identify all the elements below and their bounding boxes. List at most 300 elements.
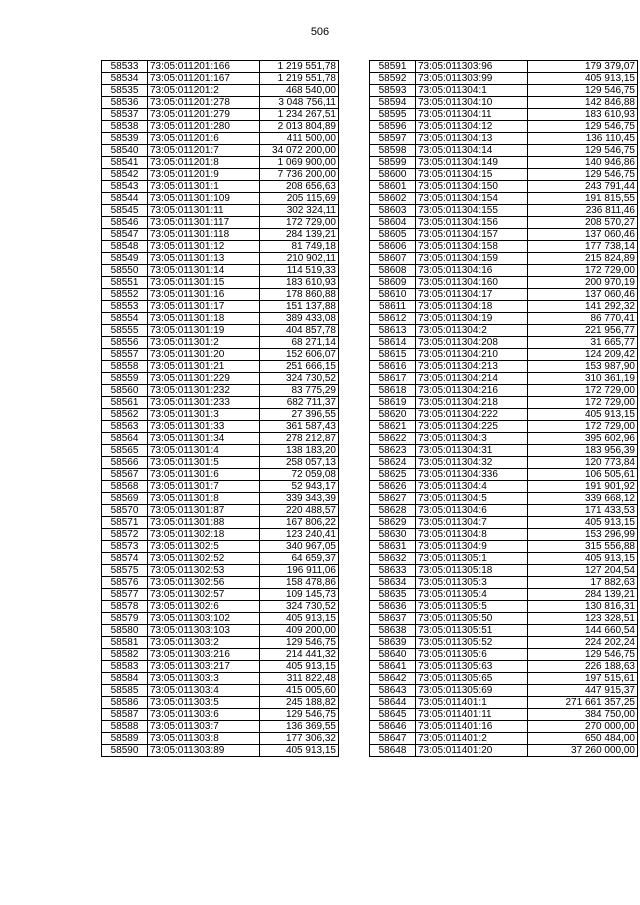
table-row — [370, 325, 638, 337]
cadastral-number: 73:05:011301:3 — [148, 409, 260, 421]
cadastral-value: 339 668,12 — [528, 493, 638, 505]
table-row — [102, 373, 339, 385]
cadastral-number: 73:05:011303:217 — [148, 661, 260, 673]
table-row — [370, 673, 638, 685]
cadastral-value: 106 505,61 — [528, 469, 638, 481]
row-number: 58577 — [102, 589, 148, 601]
cadastral-number: 73:05:011304:11 — [416, 109, 528, 121]
table-row — [370, 373, 638, 385]
row-number: 58595 — [370, 109, 416, 121]
cadastral-number: 73:05:011304:13 — [416, 133, 528, 145]
cadastral-number: 73:05:011304:149 — [416, 157, 528, 169]
row-number: 58536 — [102, 97, 148, 109]
cadastral-number: 73:05:011201:2 — [148, 85, 260, 97]
cadastral-value: 405 913,15 — [528, 73, 638, 85]
cadastral-value: 284 139,21 — [528, 589, 638, 601]
table-row — [370, 169, 638, 181]
row-number: 58616 — [370, 361, 416, 373]
table-row — [370, 565, 638, 577]
cadastral-value: 124 209,42 — [528, 349, 638, 361]
cadastral-number: 73:05:011301:16 — [148, 289, 260, 301]
row-number: 58589 — [102, 733, 148, 745]
table-row — [102, 649, 339, 661]
table-row — [370, 709, 638, 721]
table-row — [102, 181, 339, 193]
cadastral-value: 140 946,86 — [528, 157, 638, 169]
table-row — [370, 613, 638, 625]
row-number: 58561 — [102, 397, 148, 409]
row-number: 58544 — [102, 193, 148, 205]
row-number: 58549 — [102, 253, 148, 265]
cadastral-value: 136 110,45 — [528, 133, 638, 145]
cadastral-value: 137 060,46 — [528, 289, 638, 301]
table-row — [370, 133, 638, 145]
table-row — [370, 97, 638, 109]
cadastral-value: 215 824,89 — [528, 253, 638, 265]
table-row — [370, 61, 638, 73]
cadastral-number: 73:05:011304:155 — [416, 205, 528, 217]
cadastral-value: 302 324,11 — [260, 205, 339, 217]
table-row — [102, 109, 339, 121]
table-row — [102, 601, 339, 613]
cadastral-value: 136 369,55 — [260, 721, 339, 733]
cadastral-number: 73:05:011305:69 — [416, 685, 528, 697]
cadastral-number: 73:05:011301:13 — [148, 253, 260, 265]
table-row — [102, 85, 339, 97]
cadastral-value: 384 750,00 — [528, 709, 638, 721]
cadastral-value: 179 379,07 — [528, 61, 638, 73]
cadastral-number: 73:05:011302:52 — [148, 553, 260, 565]
cadastral-value: 340 967,05 — [260, 541, 339, 553]
row-number: 58598 — [370, 145, 416, 157]
table-row — [102, 589, 339, 601]
cadastral-value: 197 515,61 — [528, 673, 638, 685]
table-row — [370, 493, 638, 505]
table-row — [370, 145, 638, 157]
cadastral-value: 447 915,37 — [528, 685, 638, 697]
cadastral-number: 73:05:011304:159 — [416, 253, 528, 265]
cadastral-value: 129 546,75 — [528, 649, 638, 661]
cadastral-number: 73:05:011304:154 — [416, 193, 528, 205]
table-row — [102, 361, 339, 373]
cadastral-value: 208 570,27 — [528, 217, 638, 229]
table-row — [102, 517, 339, 529]
table-row — [370, 661, 638, 673]
cadastral-value: 258 057,13 — [260, 457, 339, 469]
table-row — [370, 433, 638, 445]
cadastral-value: 178 860,88 — [260, 289, 339, 301]
cadastral-number: 73:05:011304:32 — [416, 457, 528, 469]
cadastral-value: 468 540,00 — [260, 85, 339, 97]
row-number: 58580 — [102, 625, 148, 637]
table-row — [102, 733, 339, 745]
row-number: 58584 — [102, 673, 148, 685]
row-number: 58593 — [370, 85, 416, 97]
cadastral-number: 73:05:011301:88 — [148, 517, 260, 529]
cadastral-value: 129 546,75 — [260, 637, 339, 649]
row-number: 58564 — [102, 433, 148, 445]
table-row — [102, 145, 339, 157]
cadastral-number: 73:05:011401:16 — [416, 721, 528, 733]
table-row — [370, 181, 638, 193]
cadastral-value: 129 546,75 — [528, 85, 638, 97]
cadastral-number: 73:05:011305:4 — [416, 589, 528, 601]
row-number: 58604 — [370, 217, 416, 229]
row-number: 58587 — [102, 709, 148, 721]
cadastral-value: 183 610,93 — [528, 109, 638, 121]
cadastral-number: 73:05:011301:18 — [148, 313, 260, 325]
table-row — [370, 649, 638, 661]
cadastral-number: 73:05:011303:5 — [148, 697, 260, 709]
table-row — [370, 697, 638, 709]
cadastral-number: 73:05:011304:10 — [416, 97, 528, 109]
row-number: 58581 — [102, 637, 148, 649]
row-number: 58599 — [370, 157, 416, 169]
cadastral-value: 158 478,86 — [260, 577, 339, 589]
cadastral-number: 73:05:011304:2 — [416, 325, 528, 337]
cadastral-number: 73:05:011304:336 — [416, 469, 528, 481]
row-number: 58643 — [370, 685, 416, 697]
cadastral-value: 177 738,14 — [528, 241, 638, 253]
table-row — [102, 433, 339, 445]
row-number: 58585 — [102, 685, 148, 697]
table-row — [102, 289, 339, 301]
table-row — [102, 349, 339, 361]
cadastral-number: 73:05:011303:102 — [148, 613, 260, 625]
row-number: 58570 — [102, 505, 148, 517]
row-number: 58541 — [102, 157, 148, 169]
table-row — [102, 457, 339, 469]
table-row — [102, 241, 339, 253]
cadastral-number: 73:05:011304:160 — [416, 277, 528, 289]
row-number: 58555 — [102, 325, 148, 337]
cadastral-value: 339 343,39 — [260, 493, 339, 505]
cadastral-number: 73:05:011201:6 — [148, 133, 260, 145]
cadastral-value: 123 328,51 — [528, 613, 638, 625]
row-number: 58588 — [102, 721, 148, 733]
cadastral-number: 73:05:011304:210 — [416, 349, 528, 361]
cadastral-number: 73:05:011401:11 — [416, 709, 528, 721]
table-row — [370, 577, 638, 589]
row-number: 58646 — [370, 721, 416, 733]
row-number: 58576 — [102, 577, 148, 589]
table-row — [102, 493, 339, 505]
table-row — [102, 97, 339, 109]
cadastral-number: 73:05:011303:2 — [148, 637, 260, 649]
cadastral-value: 114 519,33 — [260, 265, 339, 277]
table-row — [102, 529, 339, 541]
cadastral-value: 1 219 551,78 — [260, 61, 339, 73]
cadastral-value: 167 806,22 — [260, 517, 339, 529]
cadastral-value: 31 665,77 — [528, 337, 638, 349]
cadastral-value: 310 361,19 — [528, 373, 638, 385]
cadastral-value: 200 970,19 — [528, 277, 638, 289]
table-row — [102, 193, 339, 205]
table-row — [370, 265, 638, 277]
row-number: 58609 — [370, 277, 416, 289]
row-number: 58636 — [370, 601, 416, 613]
cadastral-value: 151 137,88 — [260, 301, 339, 313]
row-number: 58559 — [102, 373, 148, 385]
cadastral-number: 73:05:011303:3 — [148, 673, 260, 685]
row-number: 58556 — [102, 337, 148, 349]
row-number: 58596 — [370, 121, 416, 133]
row-number: 58625 — [370, 469, 416, 481]
cadastral-number: 73:05:011305:50 — [416, 613, 528, 625]
table-row — [370, 229, 638, 241]
cadastral-value: 129 546,75 — [528, 121, 638, 133]
row-number: 58592 — [370, 73, 416, 85]
cadastral-number: 73:05:011304:15 — [416, 169, 528, 181]
cadastral-value: 226 188,63 — [528, 661, 638, 673]
table-row — [102, 685, 339, 697]
cadastral-value: 123 240,41 — [260, 529, 339, 541]
cadastral-value: 389 433,08 — [260, 313, 339, 325]
cadastral-value: 172 729,00 — [528, 385, 638, 397]
cadastral-number: 73:05:011301:5 — [148, 457, 260, 469]
row-number: 58640 — [370, 649, 416, 661]
table-row — [102, 397, 339, 409]
table-row — [370, 637, 638, 649]
table-row — [370, 421, 638, 433]
registry-table-right — [369, 60, 638, 757]
cadastral-number: 73:05:011304:5 — [416, 493, 528, 505]
cadastral-value: 120 773,84 — [528, 457, 638, 469]
cadastral-number: 73:05:011305:65 — [416, 673, 528, 685]
cadastral-number: 73:05:011304:222 — [416, 409, 528, 421]
row-number: 58539 — [102, 133, 148, 145]
table-row — [370, 385, 638, 397]
table-row — [102, 625, 339, 637]
cadastral-number: 73:05:011305:18 — [416, 565, 528, 577]
cadastral-number: 73:05:011304:158 — [416, 241, 528, 253]
cadastral-value: 415 005,60 — [260, 685, 339, 697]
cadastral-value: 172 729,00 — [528, 397, 638, 409]
row-number: 58547 — [102, 229, 148, 241]
row-number: 58565 — [102, 445, 148, 457]
row-number: 58628 — [370, 505, 416, 517]
cadastral-value: 153 296,99 — [528, 529, 638, 541]
row-number: 58630 — [370, 529, 416, 541]
row-number: 58557 — [102, 349, 148, 361]
cadastral-value: 1 219 551,78 — [260, 73, 339, 85]
cadastral-number: 73:05:011304:7 — [416, 517, 528, 529]
table-row — [102, 169, 339, 181]
table-row — [102, 61, 339, 73]
cadastral-value: 361 587,43 — [260, 421, 339, 433]
cadastral-value: 409 200,00 — [260, 625, 339, 637]
row-number: 58545 — [102, 205, 148, 217]
table-row — [370, 349, 638, 361]
row-number: 58591 — [370, 61, 416, 73]
table-row — [370, 121, 638, 133]
cadastral-value: 405 913,15 — [528, 517, 638, 529]
cadastral-value: 68 271,14 — [260, 337, 339, 349]
cadastral-value: 324 730,52 — [260, 601, 339, 613]
row-number: 58594 — [370, 97, 416, 109]
row-number: 58626 — [370, 481, 416, 493]
cadastral-value: 17 882,63 — [528, 577, 638, 589]
table-row — [370, 253, 638, 265]
table-row — [370, 445, 638, 457]
table-row — [370, 193, 638, 205]
cadastral-value: 64 659,37 — [260, 553, 339, 565]
table-row — [102, 385, 339, 397]
cadastral-number: 73:05:011305:52 — [416, 637, 528, 649]
cadastral-value: 152 606,07 — [260, 349, 339, 361]
cadastral-value: 270 000,00 — [528, 721, 638, 733]
cadastral-number: 73:05:011401:2 — [416, 733, 528, 745]
cadastral-value: 208 656,63 — [260, 181, 339, 193]
cadastral-value: 405 913,15 — [260, 661, 339, 673]
cadastral-number: 73:05:011304:213 — [416, 361, 528, 373]
table-row — [102, 613, 339, 625]
row-number: 58550 — [102, 265, 148, 277]
cadastral-value: 243 791,44 — [528, 181, 638, 193]
row-number: 58614 — [370, 337, 416, 349]
cadastral-value: 144 660,54 — [528, 625, 638, 637]
table-row — [102, 265, 339, 277]
row-number: 58572 — [102, 529, 148, 541]
table-row — [370, 553, 638, 565]
row-number: 58542 — [102, 169, 148, 181]
cadastral-number: 73:05:011305:3 — [416, 577, 528, 589]
table-row — [370, 397, 638, 409]
row-number: 58619 — [370, 397, 416, 409]
cadastral-number: 73:05:011303:8 — [148, 733, 260, 745]
cadastral-value: 650 484,00 — [528, 733, 638, 745]
cadastral-number: 73:05:011301:6 — [148, 469, 260, 481]
row-number: 58566 — [102, 457, 148, 469]
table-row — [370, 277, 638, 289]
cadastral-number: 73:05:011303:96 — [416, 61, 528, 73]
cadastral-number: 73:05:011304:3 — [416, 433, 528, 445]
table-row — [370, 469, 638, 481]
cadastral-number: 73:05:011304:4 — [416, 481, 528, 493]
cadastral-number: 73:05:011302:18 — [148, 529, 260, 541]
table-row — [370, 457, 638, 469]
cadastral-number: 73:05:011301:34 — [148, 433, 260, 445]
cadastral-value: 141 292,32 — [528, 301, 638, 313]
row-number: 58601 — [370, 181, 416, 193]
cadastral-value: 1 234 267,51 — [260, 109, 339, 121]
table-row — [370, 157, 638, 169]
cadastral-number: 73:05:011303:216 — [148, 649, 260, 661]
cadastral-value: 251 666,15 — [260, 361, 339, 373]
table-row — [370, 529, 638, 541]
cadastral-number: 73:05:011304:14 — [416, 145, 528, 157]
table-row — [102, 673, 339, 685]
cadastral-number: 73:05:011301:2 — [148, 337, 260, 349]
cadastral-value: 109 145,73 — [260, 589, 339, 601]
table-row — [370, 685, 638, 697]
table-row — [370, 625, 638, 637]
table-row — [102, 709, 339, 721]
cadastral-value: 81 749,18 — [260, 241, 339, 253]
table-row — [102, 121, 339, 133]
cadastral-value: 72 059,08 — [260, 469, 339, 481]
table-row — [102, 577, 339, 589]
table-row — [102, 445, 339, 457]
table-row — [370, 241, 638, 253]
row-number: 58540 — [102, 145, 148, 157]
cadastral-number: 73:05:011304:12 — [416, 121, 528, 133]
table-row — [370, 481, 638, 493]
row-number: 58645 — [370, 709, 416, 721]
row-number: 58551 — [102, 277, 148, 289]
row-number: 58538 — [102, 121, 148, 133]
cadastral-number: 73:05:011303:89 — [148, 745, 260, 757]
cadastral-number: 73:05:011303:99 — [416, 73, 528, 85]
table-row — [102, 205, 339, 217]
table-row — [102, 133, 339, 145]
row-number: 58537 — [102, 109, 148, 121]
cadastral-number: 73:05:011303:103 — [148, 625, 260, 637]
table-row — [370, 733, 638, 745]
table-row — [370, 73, 638, 85]
cadastral-value: 183 610,93 — [260, 277, 339, 289]
table-row — [102, 337, 339, 349]
table-row — [370, 289, 638, 301]
cadastral-number: 73:05:011303:4 — [148, 685, 260, 697]
row-number: 58647 — [370, 733, 416, 745]
cadastral-value: 404 857,78 — [260, 325, 339, 337]
table-row — [102, 253, 339, 265]
row-number: 58582 — [102, 649, 148, 661]
cadastral-value: 1 069 900,00 — [260, 157, 339, 169]
row-number: 58543 — [102, 181, 148, 193]
cadastral-number: 73:05:011301:12 — [148, 241, 260, 253]
cadastral-number: 73:05:011304:156 — [416, 217, 528, 229]
row-number: 58610 — [370, 289, 416, 301]
cadastral-value: 3 048 756,11 — [260, 97, 339, 109]
row-number: 58615 — [370, 349, 416, 361]
table-row — [102, 553, 339, 565]
cadastral-value: 196 911,06 — [260, 565, 339, 577]
cadastral-value: 127 204,54 — [528, 565, 638, 577]
cadastral-number: 73:05:011201:167 — [148, 73, 260, 85]
row-number: 58560 — [102, 385, 148, 397]
cadastral-value: 142 846,88 — [528, 97, 638, 109]
cadastral-value: 324 730,52 — [260, 373, 339, 385]
cadastral-number: 73:05:011301:15 — [148, 277, 260, 289]
cadastral-number: 73:05:011301:21 — [148, 361, 260, 373]
cadastral-number: 73:05:011304:216 — [416, 385, 528, 397]
cadastral-value: 245 188,82 — [260, 697, 339, 709]
table-row — [102, 637, 339, 649]
table-row — [370, 589, 638, 601]
row-number: 58600 — [370, 169, 416, 181]
table-row — [102, 697, 339, 709]
cadastral-value: 86 770,41 — [528, 313, 638, 325]
cadastral-number: 73:05:011303:6 — [148, 709, 260, 721]
cadastral-number: 73:05:011304:18 — [416, 301, 528, 313]
row-number: 58597 — [370, 133, 416, 145]
cadastral-number: 73:05:011301:7 — [148, 481, 260, 493]
row-number: 58548 — [102, 241, 148, 253]
cadastral-value: 214 441,32 — [260, 649, 339, 661]
cadastral-number: 73:05:011201:279 — [148, 109, 260, 121]
cadastral-value: 137 060,46 — [528, 229, 638, 241]
cadastral-number: 73:05:011301:1 — [148, 181, 260, 193]
table-row — [370, 505, 638, 517]
row-number: 58533 — [102, 61, 148, 73]
row-number: 58578 — [102, 601, 148, 613]
cadastral-number: 73:05:011304:214 — [416, 373, 528, 385]
cadastral-value: 183 956,39 — [528, 445, 638, 457]
row-number: 58562 — [102, 409, 148, 421]
table-row — [102, 409, 339, 421]
